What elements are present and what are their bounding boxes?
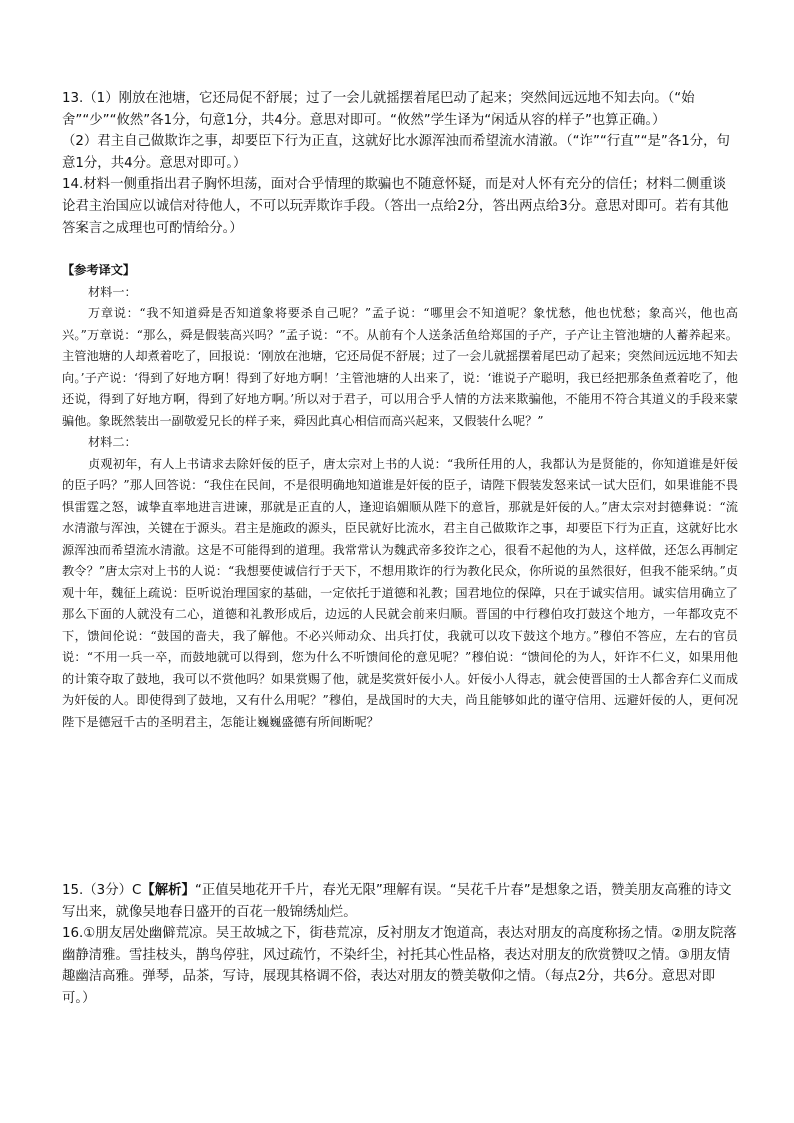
material-2-text: 贞观初年，有人上书请求去除奸佞的臣子，唐太宗对上书的人说：“我所任用的人，我都认为是贤能的，你知道谁是奸佞的臣子吗？”那人回答说：“我住在民间，不是很明确地知道谁是奸佞的臣子，请陛下假装发怒来试一试大臣们，如果谁能不畏惧雷霆之怒，诚挚直率地进言进谏，那就是正直的人，逢迎谄媚顺从陛下的意旨，那就是奸佞的人。”唐太宗对封德彝说：“流水清澈与浑浊，关键在于源头。君主是施政的源头，臣民就好比流水，君主自己做欺诈之事，却要臣下行为正直，这就好比水源浑浊而希望流水清澈。这是不可能得到的道理。我常常认为魏武帝多狡诈之心，很看不起他的为人，这样做，还怎么再制定教令？”唐太宗对上书的人说：“我想要使诚信行于天下，不想用欺诈的行为教化民众，你所说的虽然很好，但我不能采纳。”贞观十年，魏征上疏说：臣听说治理国家的基础，一定依托于道德和礼教；国君地位的保障，只在于诚实信用。诚实信用确立了那么下面的人就没有二心，道德和礼教形成后，边远的人民就会前来归顺。晋国的中行穆伯攻打鼓这个地方，一年都攻克不下，馈间伦说：“鼓国的啬夫，我了解他。不必兴师动众、出兵打仗，我就可以攻下鼓这个地方。”穆伯不答应，左右的官员说：“不用一兵一卒，而鼓地就可以得到，您为什么不听馈间伦的意见呢？”穆伯说：“馈间伦的为人，奸诈不仁义，如果用他的计策夺取了鼓地，我可以不赏他吗？如果赏赐了他，就是奖赏奸佞小人。奸佞小人得志，就会使晋国的士人都舍弃仁义而成为奸佞的人。即使得到了鼓地，又有什么用呢？”穆伯，是战国时的大夫，尚且能够如此的谨守信用、远避奸佞的人，更何况陛下是德冠千古的圣明君主，怎能让巍巍盛德有所间断呢？ bbox=[62, 456, 738, 729]
answers-15-16 bbox=[62, 880, 738, 1010]
material-2-label: 材料二： bbox=[88, 435, 137, 449]
answer-15-text: “正值吴地花开千片，春光无限”理解有误。“吴花千片春”是想象之语，赞美朋友高雅的诗文写出来，就像吴地春日盛开的百花一般锦绣灿烂。 bbox=[62, 883, 732, 920]
translation-heading: 【参考译文】 bbox=[62, 263, 136, 277]
answer-13-2: （2）君主自己做欺诈之事，却要臣下行为正直，这就好比水源浑浊而希望流水清澈。（“诈”“行直”“是”各1分，句意1分，共4分。意思对即可。） bbox=[62, 134, 730, 171]
material-1-label: 材料一： bbox=[88, 284, 137, 299]
reference-translation bbox=[62, 260, 738, 733]
answer-15 bbox=[62, 880, 738, 923]
answer-16: 16.①朋友居处幽僻荒凉。吴王故城之下，街巷荒凉，反衬朋友才饱道高，表达对朋友的高度称扬之情。②朋友院落幽静清雅。雪挂枝头，鹊鸟停驻，风过疏竹，不染纤尘，衬托其心性品格，表达对朋友的欣赏赞叹之情。③朋友情趣幽洁高雅。弹琴，品茶，写诗，展现其格调不俗，表达对朋友的赞美敬仰之情。（每点2分，共6分。意思对即可。） bbox=[62, 926, 737, 1006]
answer-15-prefix: 15.（3分）C bbox=[62, 883, 142, 898]
answer-14: 14.材料一侧重指出君子胸怀坦荡，面对合乎情理的欺骗也不随意怀疑，而是对人怀有充分的信任；材料二侧重谈论君主治国应以诚信对待他人，不可以玩弄欺诈手段。（答出一点给2分，答出两点给3分。意思对即可。若有其他答案言之成理也可酌情给分。） bbox=[62, 177, 729, 236]
answer-13-1: 13.（1）刚放在池塘，它还局促不舒展；过了一会儿就摇摆着尾巴动了起来；突然间远远地不知去向。（“始舍”“少”“攸然”各1分，句意1分，共4分。意思对即可。“攸然”学生译为“闲适从容的样子”也算正确。） bbox=[62, 91, 695, 128]
analysis-tag: 【解析】 bbox=[141, 883, 195, 898]
material-1-text: 万章说：“我不知道舜是否知道象将要杀自己呢？”孟子说：“哪里会不知道呢？象忧愁，他也忧愁；象高兴，他也高兴。”万章说：“那么，舜是假装高兴吗？”孟子说：“不。从前有个人送条活鱼给郑国的子产，子产让主管池塘的人蓄养起来。主管池塘的人却煮着吃了，回报说：‘刚放在池塘，它还局促不舒展；过了一会儿就摇摆着尾巴动了起来；突然间远远地不知去向。’子产说：‘得到了好地方啊！得到了好地方啊！’主管池塘的人出来了，说：‘谁说子产聪明，我已经把那条鱼煮着吃了，他还说，得到了好地方啊，得到了好地方啊。’所以对于君子，可以用合乎人情的方法来欺骗他，不能用不符合其道义的手段来蒙骗他。象既然装出一副敬爱兄长的样子来，舜因此真心相信而高兴起来，又假装什么呢？” bbox=[62, 306, 738, 428]
answers-section bbox=[62, 88, 738, 239]
